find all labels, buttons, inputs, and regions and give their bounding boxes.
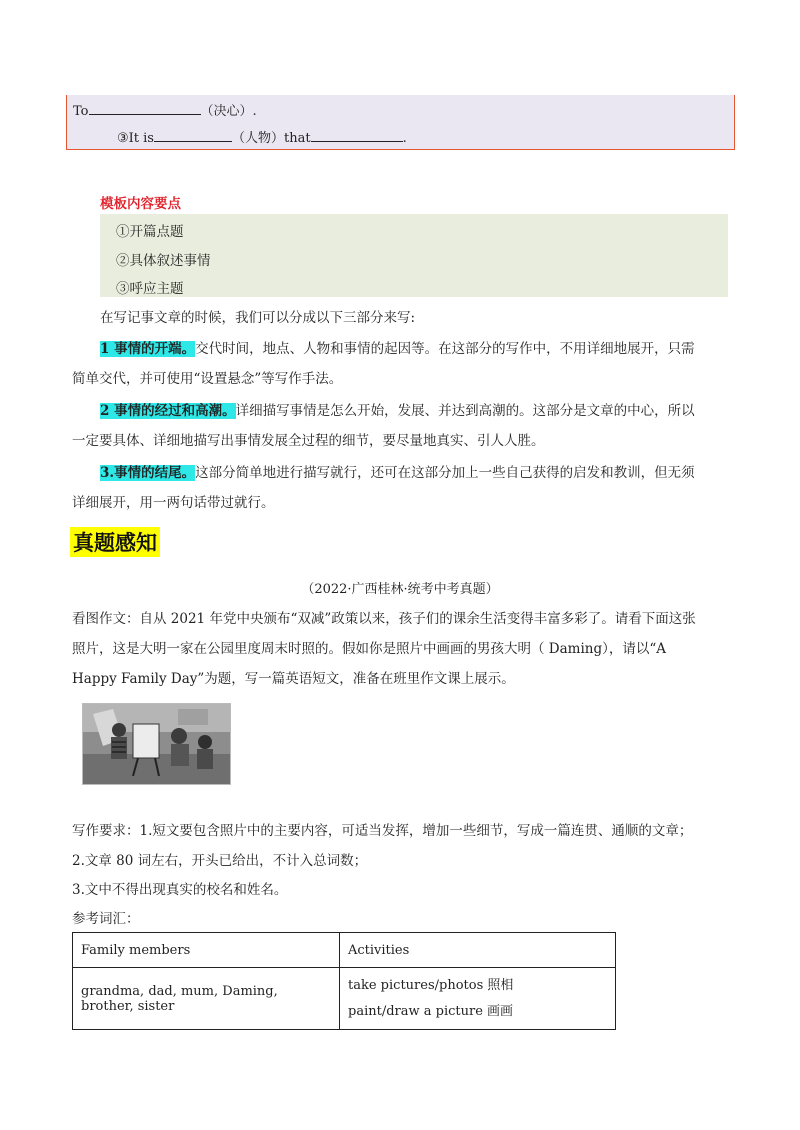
intro-text: 在写记事文章的时候，我们可以分成以下三部分来写:: [100, 310, 416, 326]
table-cell-members: grandma, dad, mum, Daming, brother, sister: [73, 968, 340, 1030]
activity-item: take pictures/photos 照相: [348, 977, 514, 993]
requirement-line: 2.文章 80 词左右，开头已给出，不计入总词数；: [72, 853, 368, 869]
fill-line-1: To （决心）.: [73, 104, 257, 119]
requirement-line: 3.文中不得出现真实的校名和姓名。: [72, 882, 288, 898]
prompt-line: 看图作文：自从 2021 年党中央颁布“双减”政策以来，孩子们的课余生活变得丰富多彩了。请看下面这张: [72, 611, 696, 627]
requirement-line: 写作要求：1.短文要包含照片中的主要内容，可适当发挥，增加一些细节，写成一篇连贯、通顺的文章；: [72, 823, 693, 839]
template-point: ①开篇点题: [116, 224, 184, 240]
activity-item: paint/draw a picture 画画: [348, 1003, 514, 1019]
table-cell-activities: [340, 968, 616, 1030]
family-photo: [82, 703, 231, 785]
table-header: Family members: [73, 933, 340, 968]
blank: [89, 102, 201, 115]
vocab-table: [72, 932, 616, 1030]
part-1-continued: 简单交代，并可使用“设置悬念”等写作手法。: [72, 371, 343, 387]
part-2-continued: 一定要具体、详细地描写出事情发展全过程的细节，要尽量地真实、引人人胜。: [72, 433, 545, 449]
template-point: ③呼应主题: [116, 281, 184, 297]
section-title: 真题感知: [70, 527, 160, 557]
family-photo-sketch: [83, 704, 230, 784]
table-header: Activities: [340, 933, 616, 968]
template-points-box: [100, 214, 728, 297]
prompt-line: Happy Family Day”为题，写一篇英语短文，准备在班里作文课上展示。: [72, 671, 515, 687]
part-label: 2 事情的经过和高潮。: [100, 403, 236, 419]
part-2: 2 事情的经过和高潮。详细描写事情是怎么开始，发展、并达到高潮的。这部分是文章的中心，所以: [100, 403, 695, 419]
table-header-row: [73, 933, 616, 968]
vocab-label: 参考词汇：: [72, 911, 140, 927]
template-heading: 模板内容要点: [100, 196, 181, 212]
part-label: 1 事情的开端。: [100, 341, 196, 357]
part-3: 3.事情的结尾。这部分简单地进行描写就行，还可在这部分加上一些自己获得的启发和教训，但无须: [100, 465, 695, 481]
fill-line-2: ③It is （人物）that .: [117, 131, 407, 146]
blank: [311, 129, 403, 142]
fill-in-box: [66, 95, 735, 150]
table-row: [73, 968, 616, 1030]
blank: [154, 129, 232, 142]
part-1: 1 事情的开端。交代时间，地点、人物和事情的起因等。在这部分的写作中，不用详细地展开，只需: [100, 341, 695, 357]
question-source: （2022·广西桂林·统考中考真题）: [301, 582, 499, 597]
prompt-line: 照片，这是大明一家在公园里度周末时照的。假如你是照片中画画的男孩大明（ Daming），请以“A: [72, 641, 667, 657]
part-label: 3.事情的结尾。: [100, 465, 196, 481]
part-3-continued: 详细展开，用一两句话带过就行。: [72, 495, 275, 511]
template-point: ②具体叙述事情: [116, 253, 211, 269]
